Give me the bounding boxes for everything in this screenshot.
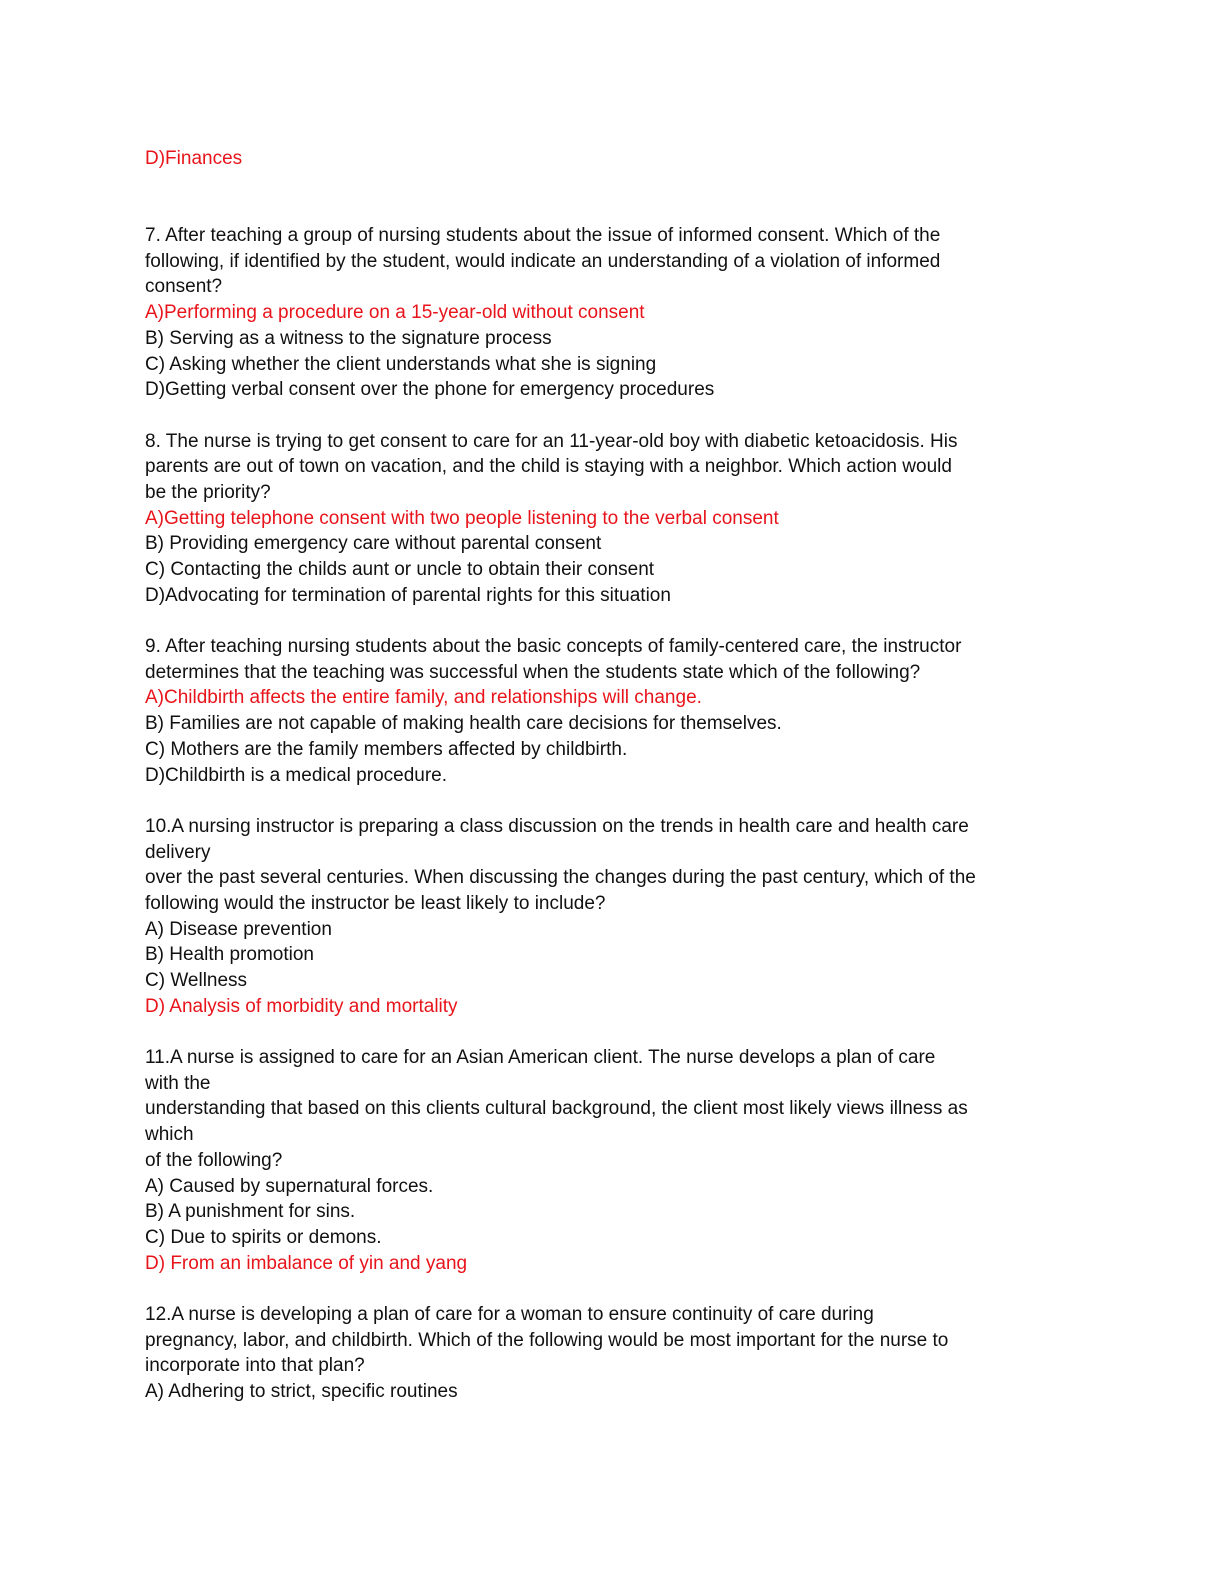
text-line: following would the instructor be least likely to include? [145,892,606,914]
document-page [145,146,976,1430]
text-line: following, if identified by the student, would indicate an understanding of a violation of informed [145,250,941,272]
text-line: determines that the teaching was successful when the students state which of the following? [145,661,921,683]
text-line: C) Contacting the childs aunt or uncle to obtain their consent [145,559,655,581]
text-line: 8. The nurse is trying to get consent to care for an 11-year-old boy with diabetic ketoacidosis. His [145,430,958,452]
text-line: D)Advocating for termination of parental rights for this situation [145,584,671,606]
correct-answer-line: A)Childbirth affects the entire family, and relationships will change. [145,687,702,709]
text-line: 11.A nurse is assigned to care for an Asian American client. The nurse develops a plan of care [145,1047,936,1069]
text-line: which [145,1124,194,1146]
text-line: B) Families are not capable of making health care decisions for themselves. [145,713,782,735]
text-line: C) Mothers are the family members affected by childbirth. [145,738,628,760]
text-line: D)Childbirth is a medical procedure. [145,764,448,786]
correct-answer-line: A)Performing a procedure on a 15-year-old without consent [145,302,645,324]
text-line: pregnancy, labor, and childbirth. Which of the following would be most important for the nurse to [145,1329,949,1351]
text-line: B) Health promotion [145,944,314,966]
text-line: delivery [145,841,211,863]
text-line: A) Disease prevention [145,918,332,940]
question-10 [145,814,976,1020]
text-line: B) Serving as a witness to the signature process [145,327,552,349]
text-line: C) Asking whether the client understands what she is signing [145,353,657,375]
question-11 [145,1045,976,1276]
correct-answer-line: D) From an imbalance of yin and yang [145,1252,468,1274]
correct-answer-line: A)Getting telephone consent with two people listening to the verbal consent [145,507,779,529]
text-line: 10.A nursing instructor is preparing a class discussion on the trends in health care and health care [145,815,969,837]
text-line: B) Providing emergency care without parental consent [145,533,602,555]
text-line: 9. After teaching nursing students about the basic concepts of family-centered care, the instructor [145,636,962,658]
text-line: B) A punishment for sins. [145,1201,356,1223]
text-line: C) Due to spirits or demons. [145,1226,382,1248]
text-line: parents are out of town on vacation, and the child is staying with a neighbor. Which action would [145,456,952,478]
question-12 [145,1302,976,1405]
correct-answer-line: D)Finances [145,148,243,169]
text-line: incorporate into that plan? [145,1355,365,1377]
text-line: 7. After teaching a group of nursing students about the issue of informed consent. Which of the [145,225,941,247]
text-line: A) Caused by supernatural forces. [145,1175,434,1197]
text-line: consent? [145,276,223,298]
text-line: of the following? [145,1149,283,1171]
text-line: be the priority? [145,481,271,503]
question-9 [145,634,976,788]
text-line: understanding that based on this clients cultural background, the client most likely views illness as [145,1098,968,1120]
text-line: C) Wellness [145,970,248,992]
text-line: D)Getting verbal consent over the phone for emergency procedures [145,379,715,401]
text-line: with the [145,1072,211,1094]
text-line: 12.A nurse is developing a plan of care for a woman to ensure continuity of care during [145,1303,874,1325]
text-line: over the past several centuries. When discussing the changes during the past century, which of the [145,867,976,889]
correct-answer-line: D) Analysis of morbidity and mortality [145,995,458,1017]
question-7 [145,223,976,403]
question-6-tail [145,146,976,172]
question-8 [145,429,976,609]
text-line: A) Adhering to strict, specific routines [145,1381,458,1403]
